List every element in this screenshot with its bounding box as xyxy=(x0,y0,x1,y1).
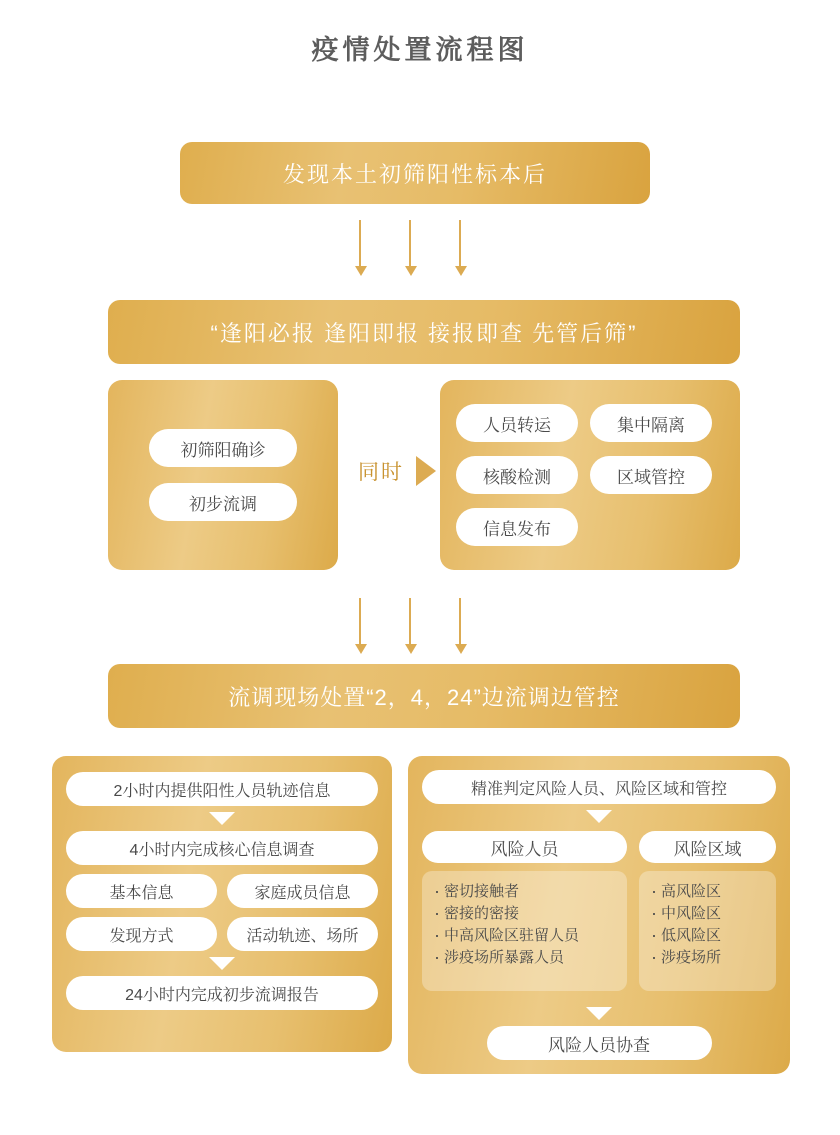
chevron-down-icon xyxy=(586,810,612,823)
chevron-down-icon xyxy=(209,812,235,825)
bl-item-discovery-method: 发现方式 xyxy=(66,917,217,951)
bl-item-family-info: 家庭成员信息 xyxy=(227,874,378,908)
page-title: 疫情处置流程图 xyxy=(311,35,529,65)
middle-right-item: 信息发布 xyxy=(456,508,578,546)
step-3-label: 流调现场处置“2，4，24”边流调边管控 xyxy=(228,684,620,710)
list-item: · 密接的密接 xyxy=(434,903,617,925)
arrow-group-2 xyxy=(355,598,465,654)
list-item: · 高风险区 xyxy=(651,881,766,903)
middle-right-panel xyxy=(440,380,740,570)
middle-left-item: 初筛阳确诊 xyxy=(149,429,297,467)
bottom-right-panel xyxy=(408,756,790,1074)
middle-left-item: 初步流调 xyxy=(149,483,297,521)
step-1-label: 发现本土初筛阳性标本后 xyxy=(282,161,547,187)
down-arrow-icon xyxy=(355,220,365,276)
down-arrow-icon xyxy=(405,220,415,276)
simultaneous-connector xyxy=(350,452,436,490)
arrow-group-1 xyxy=(355,220,465,276)
br-footer-item: 风险人员协查 xyxy=(487,1026,712,1060)
down-arrow-icon xyxy=(355,598,365,654)
step-3-box xyxy=(108,664,740,728)
br-column-risk-areas xyxy=(639,831,776,991)
list-item: · 涉疫场所暴露人员 xyxy=(434,947,617,969)
bl-item-4h: 4小时内完成核心信息调查 xyxy=(66,831,378,865)
bl-item-24h: 24小时内完成初步流调报告 xyxy=(66,976,378,1010)
down-arrow-icon xyxy=(405,598,415,654)
down-arrow-icon xyxy=(455,220,465,276)
list-item: · 低风险区 xyxy=(651,925,766,947)
step-1-box xyxy=(180,142,650,204)
step-2-box xyxy=(108,300,740,364)
bl-item-trajectory: 活动轨迹、场所 xyxy=(227,917,378,951)
br-col-a-title: 风险人员 xyxy=(422,831,627,863)
chevron-down-icon xyxy=(586,1007,612,1020)
middle-right-item: 人员转运 xyxy=(456,404,578,442)
middle-right-item: 核酸检测 xyxy=(456,456,578,494)
br-col-a-list xyxy=(422,871,627,991)
list-item: · 密切接触者 xyxy=(434,881,617,903)
bl-item-basic-info: 基本信息 xyxy=(66,874,217,908)
step-2-label: “逢阳必报 逢阳即报 接报即查 先管后筛” xyxy=(210,320,638,346)
bl-row-1 xyxy=(66,874,378,908)
middle-right-item: 区域管控 xyxy=(590,456,712,494)
simultaneous-label: 同时 xyxy=(350,452,412,490)
list-item: · 中高风险区驻留人员 xyxy=(434,925,617,947)
down-arrow-icon xyxy=(455,598,465,654)
right-arrow-icon xyxy=(416,456,436,486)
chevron-down-icon xyxy=(209,957,235,970)
br-footer-wrap xyxy=(422,1001,776,1060)
bl-item-2h: 2小时内提供阳性人员轨迹信息 xyxy=(66,772,378,806)
list-item: · 中风险区 xyxy=(651,903,766,925)
br-column-risk-people xyxy=(422,831,627,991)
br-col-b-title: 风险区域 xyxy=(639,831,776,863)
bl-row-2 xyxy=(66,917,378,951)
middle-left-panel xyxy=(108,380,338,570)
middle-right-item: 集中隔离 xyxy=(590,404,712,442)
bottom-left-panel xyxy=(52,756,392,1052)
br-columns xyxy=(422,831,776,991)
br-col-b-list xyxy=(639,871,776,991)
br-headline: 精准判定风险人员、风险区域和管控 xyxy=(422,770,776,804)
list-item: · 涉疫场所 xyxy=(651,947,766,969)
